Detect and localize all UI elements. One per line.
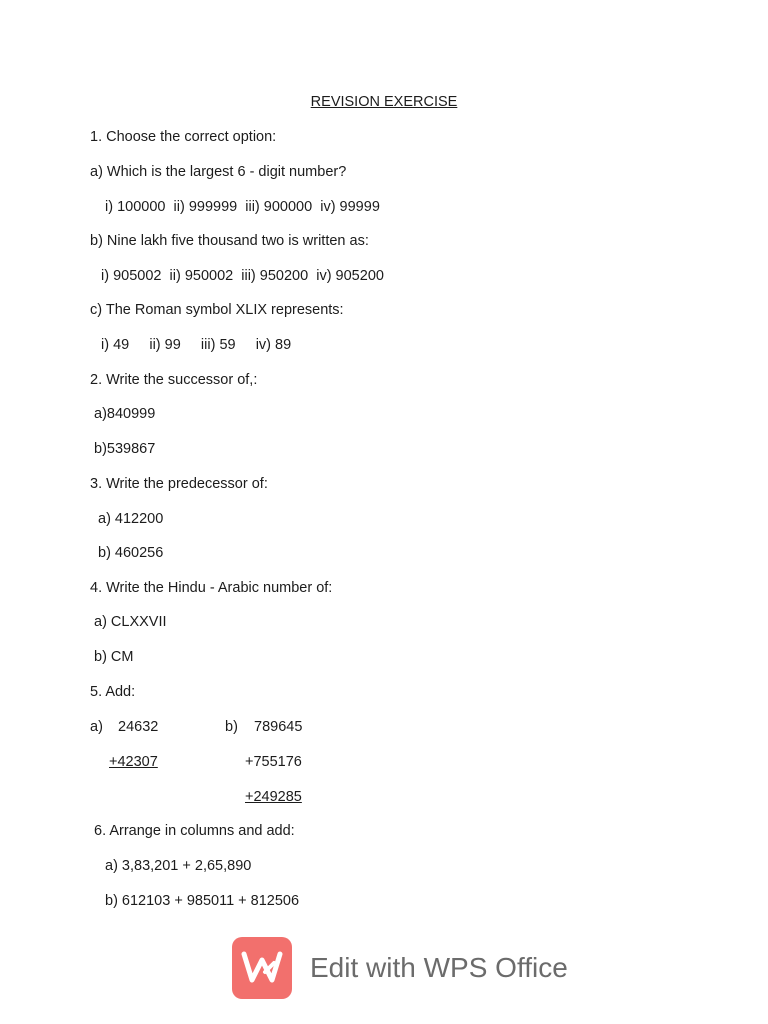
wps-logo-icon[interactable] [232, 937, 292, 999]
question-1c: c) The Roman symbol XLIX represents: [90, 302, 344, 318]
question-4b: b) CM [94, 649, 134, 665]
question-5a-label: a) [90, 719, 103, 735]
question-6b: b) 612103 + 985011 + 812506 [105, 893, 300, 909]
question-5a-line2: +42307 [109, 754, 158, 770]
question-4-heading: 4. Write the Hindu - Arabic number of: [90, 580, 333, 596]
question-5-heading: 5. Add: [90, 684, 136, 700]
question-2a: a)840999 [94, 406, 156, 422]
wps-edit-banner[interactable] [232, 936, 568, 1000]
question-1b-options: i) 905002 ii) 950002 iii) 950200 iv) 905200 [101, 268, 384, 284]
question-3-heading: 3. Write the predecessor of: [90, 476, 268, 492]
question-6-heading: 6. Arrange in columns and add: [94, 823, 295, 839]
question-3b: b) 460256 [98, 545, 164, 561]
page-title: REVISION EXERCISE [310, 94, 458, 110]
question-5b-label: b) [225, 719, 238, 735]
wps-edit-label[interactable]: Edit with WPS Office [310, 952, 568, 983]
question-4a: a) CLXXVII [94, 614, 167, 630]
question-5a-line1: 24632 [118, 719, 159, 735]
wps-w-glyph [241, 950, 283, 986]
question-6a: a) 3,83,201 + 2,65,890 [105, 858, 252, 874]
question-5b-line3: +249285 [245, 789, 302, 805]
question-2b: b)539867 [94, 441, 156, 457]
question-1a: a) Which is the largest 6 - digit number? [90, 164, 347, 180]
question-3a: a) 412200 [98, 511, 164, 527]
question-1b: b) Nine lakh five thousand two is written as: [90, 233, 369, 249]
question-5b-line2: +755176 [245, 754, 302, 770]
question-1c-options: i) 49 ii) 99 iii) 59 iv) 89 [101, 337, 292, 353]
question-1-heading: 1. Choose the correct option: [90, 129, 277, 145]
question-1a-options: i) 100000 ii) 999999 iii) 900000 iv) 99999 [105, 199, 380, 215]
question-5b-line1: 789645 [254, 719, 303, 735]
question-2-heading: 2. Write the successor of,: [90, 372, 258, 388]
